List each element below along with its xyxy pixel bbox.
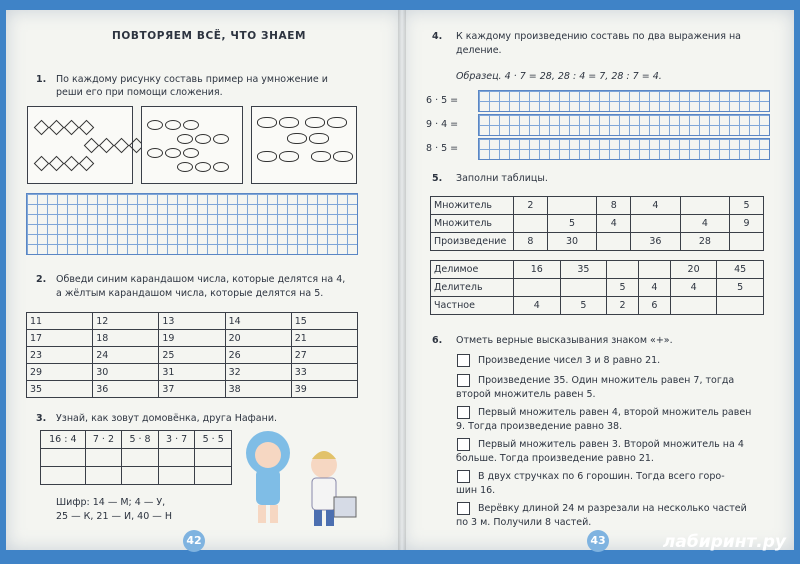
expr-8x5: 8 · 5 = (426, 143, 459, 154)
table-cell[interactable]: 45 (717, 261, 764, 279)
table-cell[interactable]: 5 (560, 297, 607, 315)
table-cell[interactable]: 16 (514, 261, 561, 279)
statement-checkbox-2[interactable] (457, 374, 470, 387)
answer-cell[interactable] (122, 449, 159, 467)
number-cell[interactable]: 24 (93, 347, 159, 364)
table-cell[interactable]: 5 (717, 279, 764, 297)
table-cell[interactable]: 2 (607, 297, 639, 315)
cipher-key-line2: 25 — К, 21 — И, 40 — Н (56, 511, 172, 522)
task4-example: Образец. 4 · 7 = 28, 28 : 4 = 7, 28 : 7 = 4. (456, 71, 662, 82)
table-cell[interactable]: 4 (597, 215, 631, 233)
number-cell[interactable]: 25 (159, 347, 225, 364)
statement-checkbox-5[interactable] (457, 470, 470, 483)
letter-cell[interactable] (195, 467, 232, 485)
table-cell[interactable] (730, 233, 764, 251)
task2-number: 2. (36, 274, 47, 285)
cipher-header-cell: 5 · 8 (122, 431, 159, 449)
number-cell[interactable]: 12 (93, 313, 159, 330)
page-number-right: 43 (587, 530, 609, 552)
task4-text-line1: К каждому произведению составь по два выражения на (456, 31, 741, 42)
number-cell[interactable]: 20 (225, 330, 291, 347)
number-cell[interactable]: 11 (27, 313, 93, 330)
statement-checkbox-4[interactable] (457, 438, 470, 451)
book-spine (398, 10, 406, 550)
statement-2-line1: Произведение 35. Один множитель равен 7, тогда (478, 375, 735, 386)
row-label: Делитель (431, 279, 514, 297)
number-cell[interactable]: 31 (159, 364, 225, 381)
table-cell[interactable] (631, 215, 681, 233)
number-cell[interactable]: 38 (225, 381, 291, 398)
number-cell[interactable]: 35 (27, 381, 93, 398)
row-label: Произведение (431, 233, 514, 251)
table-cell[interactable] (560, 279, 607, 297)
table-cell[interactable] (514, 215, 548, 233)
answer-cell[interactable] (195, 449, 232, 467)
table-cell[interactable]: 5 (547, 215, 597, 233)
cipher-header-cell: 7 · 2 (85, 431, 122, 449)
letter-cell[interactable] (158, 467, 195, 485)
number-cell[interactable]: 17 (27, 330, 93, 347)
cipher-header-cell: 16 : 4 (41, 431, 86, 449)
table-cell[interactable] (514, 279, 561, 297)
table-cell[interactable]: 36 (631, 233, 681, 251)
statement-4-line2: больше. Тогда произведение равно 21. (456, 453, 654, 464)
statement-checkbox-6[interactable] (457, 502, 470, 515)
table-cell[interactable] (717, 297, 764, 315)
number-cell[interactable]: 19 (159, 330, 225, 347)
cipher-header-cell: 3 · 7 (158, 431, 195, 449)
cipher-header-cell: 5 · 5 (195, 431, 232, 449)
table-cell[interactable] (607, 261, 639, 279)
task2-text-line2: а жёлтым карандашом числа, которые делятся на 5. (56, 288, 324, 299)
page-title: ПОВТОРЯЕМ ВСЁ, ЧТО ЗНАЕМ (112, 30, 307, 42)
table-cell[interactable]: 30 (547, 233, 597, 251)
table-cell[interactable]: 6 (638, 297, 670, 315)
task6-number: 6. (432, 335, 443, 346)
table-cell[interactable]: 5 (607, 279, 639, 297)
table-cell[interactable]: 4 (631, 197, 681, 215)
task6-text: Отметь верные высказывания знаком «+». (456, 335, 673, 346)
watermark-logo: лабиринт.ру (662, 532, 786, 552)
table-cell[interactable]: 28 (680, 233, 730, 251)
table-cell[interactable]: 20 (670, 261, 717, 279)
number-cell[interactable]: 15 (291, 313, 357, 330)
answer-cell[interactable] (85, 449, 122, 467)
statement-checkbox-1[interactable] (457, 354, 470, 367)
task3-number: 3. (36, 413, 47, 424)
answer-grid-expr-1[interactable] (478, 90, 770, 112)
cipher-table (40, 430, 232, 485)
table-cell[interactable]: 4 (670, 279, 717, 297)
number-cell[interactable]: 36 (93, 381, 159, 398)
number-cell[interactable]: 32 (225, 364, 291, 381)
table-cell[interactable]: 4 (638, 279, 670, 297)
page-number-left: 42 (183, 530, 205, 552)
picture-circles (141, 106, 243, 184)
answer-grid-task1[interactable] (26, 193, 358, 255)
row-label: Частное (431, 297, 514, 315)
statement-checkbox-3[interactable] (457, 406, 470, 419)
number-cell[interactable]: 27 (291, 347, 357, 364)
number-cell[interactable]: 30 (93, 364, 159, 381)
task4-text-line2: деление. (456, 45, 502, 56)
picture-hexagons (251, 106, 357, 184)
picture-diamonds (27, 106, 133, 184)
row-label: Множитель (431, 215, 514, 233)
table-cell[interactable]: 8 (597, 197, 631, 215)
table-cell[interactable] (680, 197, 730, 215)
number-cell[interactable]: 26 (225, 347, 291, 364)
statement-6-line1: Верёвку длиной 24 м разрезали на несколько частей (478, 503, 747, 514)
task3-text: Узнай, как зовут домовёнка, друга Нафани. (56, 413, 278, 424)
table-cell[interactable]: 4 (680, 215, 730, 233)
statement-3-line2: 9. Тогда произведение равно 38. (456, 421, 623, 432)
division-table (430, 260, 764, 315)
task1-number: 1. (36, 74, 47, 85)
numbers-table (26, 312, 358, 398)
letter-cell[interactable] (122, 467, 159, 485)
task1-text-line2: реши его при помощи сложения. (56, 87, 223, 98)
table-cell[interactable] (547, 197, 597, 215)
table-cell[interactable] (638, 261, 670, 279)
row-label: Множитель (431, 197, 514, 215)
statement-5-line1: В двух стручках по 6 горошин. Тогда всего горо- (478, 471, 725, 482)
number-cell[interactable]: 14 (225, 313, 291, 330)
answer-cell[interactable] (158, 449, 195, 467)
statement-5-line2: шин 16. (456, 485, 496, 496)
statement-6-line2: по 3 м. Получили 8 частей. (456, 517, 592, 528)
table-cell[interactable] (670, 297, 717, 315)
multiplication-table (430, 196, 764, 251)
table-cell[interactable]: 2 (514, 197, 548, 215)
statement-2-line2: второй множитель равен 5. (456, 389, 596, 400)
task4-number: 4. (432, 31, 443, 42)
letter-cell[interactable] (41, 467, 86, 485)
table-cell[interactable]: 8 (514, 233, 548, 251)
statement-1-line1: Произведение чисел 3 и 8 равно 21. (478, 355, 661, 366)
statement-4-line1: Первый множитель равен 3. Второй множитель на 4 (478, 439, 744, 450)
number-cell[interactable]: 13 (159, 313, 225, 330)
task1-text-line1: По каждому рисунку составь пример на умножение и (56, 74, 328, 85)
number-cell[interactable]: 33 (291, 364, 357, 381)
cipher-key-line1: Шифр: 14 — М; 4 — У, (56, 497, 166, 508)
number-cell[interactable]: 39 (291, 381, 357, 398)
expr-9x4: 9 · 4 = (426, 119, 459, 130)
number-cell[interactable]: 37 (159, 381, 225, 398)
answer-grid-expr-3[interactable] (478, 138, 770, 160)
letter-cell[interactable] (85, 467, 122, 485)
statement-3-line1: Первый множитель равен 4, второй множитель равен (478, 407, 752, 418)
task5-text: Заполни таблицы. (456, 173, 548, 184)
number-cell[interactable]: 23 (27, 347, 93, 364)
expr-6x5: 6 · 5 = (426, 95, 459, 106)
table-cell[interactable]: 5 (730, 197, 764, 215)
table-cell[interactable]: 4 (514, 297, 561, 315)
answer-grid-expr-2[interactable] (478, 114, 770, 136)
task5-number: 5. (432, 173, 443, 184)
number-cell[interactable]: 29 (27, 364, 93, 381)
table-cell[interactable]: 35 (560, 261, 607, 279)
task2-text-line1: Обведи синим карандашом числа, которые делятся на 4, (56, 274, 346, 285)
answer-cell[interactable] (41, 449, 86, 467)
number-cell[interactable]: 21 (291, 330, 357, 347)
number-cell[interactable]: 18 (93, 330, 159, 347)
children-illustration (236, 425, 366, 535)
table-cell[interactable]: 9 (730, 215, 764, 233)
row-label: Делимое (431, 261, 514, 279)
table-cell[interactable] (597, 233, 631, 251)
